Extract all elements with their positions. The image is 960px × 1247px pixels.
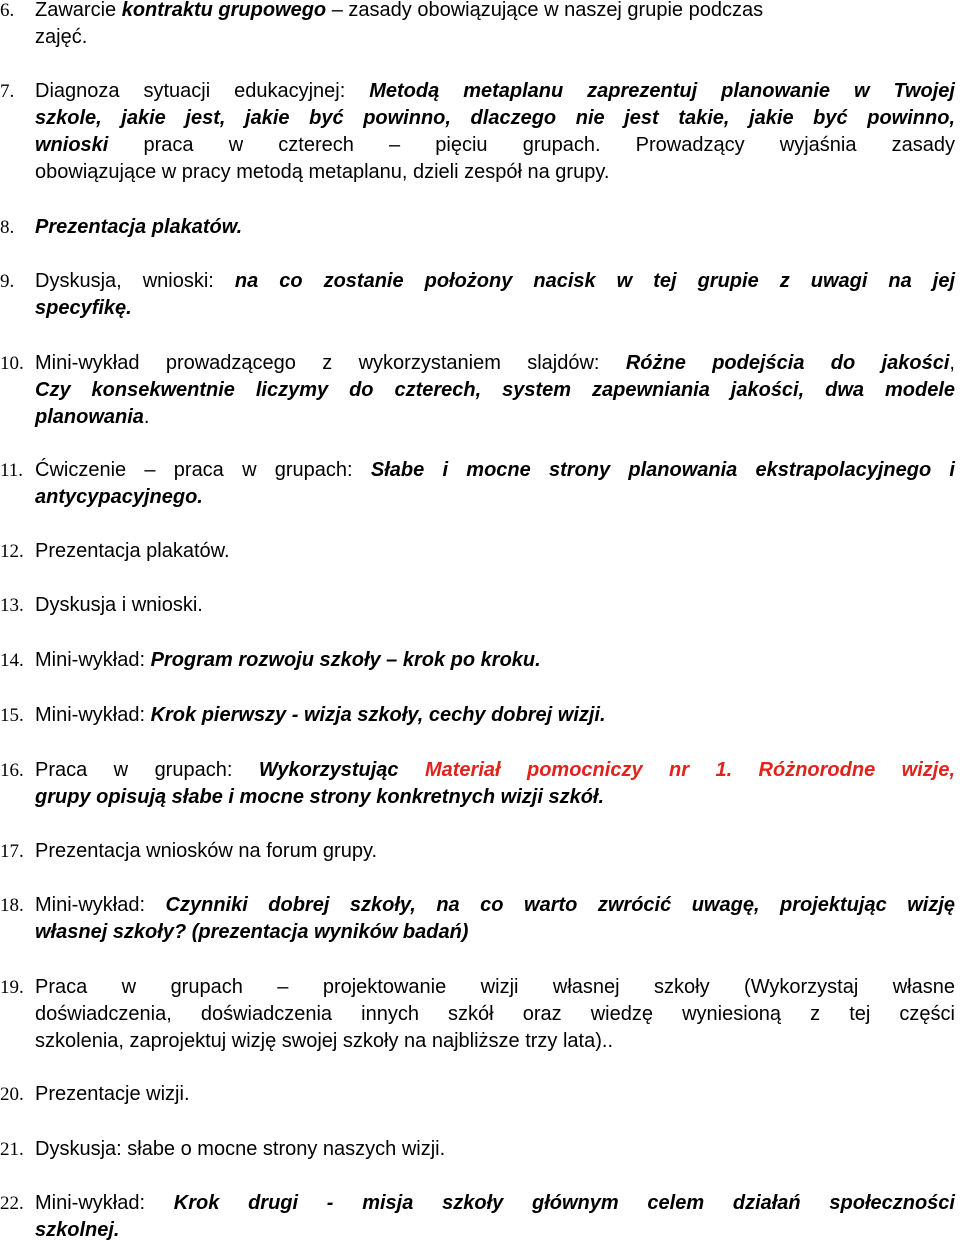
item-number: 14. — [0, 650, 24, 671]
emphasis-text: antycypacyjnego. — [35, 486, 203, 508]
item-line — [35, 159, 960, 186]
item-line — [35, 295, 960, 322]
body-text: Prezentacje wizji. — [35, 1083, 190, 1105]
item-number: 16. — [0, 760, 24, 781]
item-number: 11. — [0, 460, 24, 481]
agenda-item — [0, 78, 960, 186]
agenda-item — [0, 538, 960, 565]
agenda-item — [0, 350, 960, 431]
emphasis-text: własnej szkoły? (prezentacja wyników badań) — [35, 921, 469, 943]
emphasis-text: planowania — [35, 406, 144, 428]
emphasis-text: Program rozwoju szkoły – krok po kroku. — [150, 649, 541, 671]
emphasis-text: specyfikę. — [35, 297, 132, 319]
emphasis-text: Różne podejścia do jakości — [625, 352, 950, 374]
body-text: Mini-wykład: — [35, 704, 151, 726]
item-line — [35, 0, 960, 24]
emphasis-text: Czynniki dobrej szkoły, na co warto zwrócić uwagę, projektując wizję — [165, 894, 956, 916]
body-text: Mini-wykład: — [35, 649, 151, 671]
item-line — [35, 105, 955, 132]
item-line — [35, 24, 960, 51]
agenda-item — [0, 592, 960, 619]
item-line — [35, 457, 955, 484]
body-text: Mini-wykład: — [35, 1192, 174, 1214]
body-text: praca w czterech – pięciu grupach. Prowadzący wyjaśnia zasady — [108, 134, 955, 156]
item-line — [35, 1136, 960, 1163]
item-number: 13. — [0, 595, 24, 616]
item-number: 7. — [0, 81, 15, 102]
item-line — [35, 974, 955, 1001]
item-line — [35, 1217, 960, 1244]
body-text: Praca w grupach – projektowanie wizji własnej szkoły (Wykorzystaj własne — [35, 976, 955, 998]
emphasis-text: na co zostanie położony nacisk w tej grupie z uwagi na jej — [234, 270, 956, 292]
item-number: 17. — [0, 841, 24, 862]
item-line — [35, 1028, 960, 1055]
body-text: – zasady obowiązujące w naszej grupie podczas — [326, 0, 764, 21]
item-line — [35, 892, 955, 919]
emphasis-text: Metodą metaplanu zaprezentuj planowanie w Twojej — [369, 80, 955, 102]
emphasis-text: grupy opisują słabe i mocne strony konkretnych wizji szkół. — [35, 786, 605, 808]
agenda-item — [0, 647, 960, 674]
agenda-item — [0, 1190, 960, 1244]
body-text: szkolenia, zaprojektuj wizję swojej szkoły na najbliższe trzy lata).. — [35, 1030, 614, 1052]
item-line — [35, 132, 955, 159]
body-text: obowiązujące w pracy metodą metaplanu, dzieli zespół na grupy. — [35, 161, 610, 183]
item-line — [35, 702, 960, 729]
emphasis-text: Krok pierwszy - wizja szkoły, cechy dobrej wizji. — [150, 704, 606, 726]
item-line — [35, 78, 955, 105]
item-line — [35, 1190, 955, 1217]
body-text: , — [949, 352, 955, 374]
item-number: 10. — [0, 353, 24, 374]
emphasis-text: szkole, jakie jest, jakie być powinno, dlaczego nie jest takie, jakie być powinno, — [35, 107, 955, 129]
agenda-item — [0, 214, 960, 241]
item-line — [35, 404, 960, 431]
body-text: doświadczenia, doświadczenia innych szkół oraz wiedzę wyniesioną z tej części — [35, 1003, 955, 1025]
body-text: . — [143, 406, 150, 428]
item-number: 9. — [0, 271, 15, 292]
item-number: 19. — [0, 977, 24, 998]
item-line — [35, 214, 960, 241]
agenda-item — [0, 268, 960, 322]
emphasis-text: Słabe i mocne strony planowania ekstrapolacyjnego i — [370, 459, 955, 481]
item-number: 22. — [0, 1193, 24, 1214]
agenda-item — [0, 838, 960, 865]
item-line — [35, 784, 960, 811]
body-text: Dyskusja i wnioski. — [35, 594, 203, 616]
item-line — [35, 647, 960, 674]
item-number: 21. — [0, 1139, 24, 1160]
item-line — [35, 1001, 955, 1028]
emphasis-text: szkolnej. — [35, 1219, 120, 1241]
body-text: Mini-wykład prowadzącego z wykorzystaniem slajdów: — [35, 352, 626, 374]
item-number: 12. — [0, 541, 24, 562]
item-line — [35, 538, 960, 565]
body-text: Diagnoza sytuacji edukacyjnej: — [35, 80, 370, 102]
body-text: Mini-wykład: — [35, 894, 166, 916]
item-number: 20. — [0, 1084, 24, 1105]
emphasis-text: Prezentacja plakatów. — [35, 216, 243, 238]
agenda-item — [0, 892, 960, 946]
agenda-item — [0, 0, 960, 51]
body-text: Prezentacja plakatów. — [35, 540, 230, 562]
body-text: Dyskusja, wnioski: — [35, 270, 235, 292]
item-line — [35, 838, 960, 865]
emphasis-text: Czy konsekwentnie liczymy do czterech, system zapewniania jakości, dwa modele — [35, 379, 955, 401]
agenda-item — [0, 702, 960, 729]
body-text: Ćwiczenie – praca w grupach: — [35, 459, 371, 481]
item-number: 15. — [0, 705, 24, 726]
item-line — [35, 484, 960, 511]
item-line — [35, 1081, 960, 1108]
item-line — [35, 268, 955, 295]
emphasis-text: Wykorzystując — [258, 759, 425, 781]
body-text: Praca w grupach: — [35, 759, 259, 781]
agenda-item — [0, 757, 960, 811]
item-number: 8. — [0, 217, 15, 238]
body-text: Zawarcie — [35, 0, 122, 21]
emphasis-text: kontraktu grupowego — [121, 0, 327, 21]
item-line — [35, 592, 960, 619]
item-line — [35, 377, 955, 404]
body-text: zajęć. — [35, 26, 88, 48]
body-text: Prezentacja wniosków na forum grupy. — [35, 840, 378, 862]
agenda-item — [0, 457, 960, 511]
agenda-item — [0, 1081, 960, 1108]
body-text: Dyskusja: słabe o mocne strony naszych wizji. — [35, 1138, 446, 1160]
item-line — [35, 757, 955, 784]
emphasis-text: Materiał pomocniczy nr 1. Różnorodne wizje, — [424, 759, 955, 781]
emphasis-text: Krok drugi - misja szkoły głównym celem działań społeczności — [173, 1192, 955, 1214]
agenda-item — [0, 974, 960, 1055]
item-number: 6. — [0, 0, 15, 21]
emphasis-text: wnioski — [35, 134, 109, 156]
item-number: 18. — [0, 895, 24, 916]
item-line — [35, 350, 955, 377]
item-line — [35, 919, 960, 946]
agenda-item — [0, 1136, 960, 1163]
